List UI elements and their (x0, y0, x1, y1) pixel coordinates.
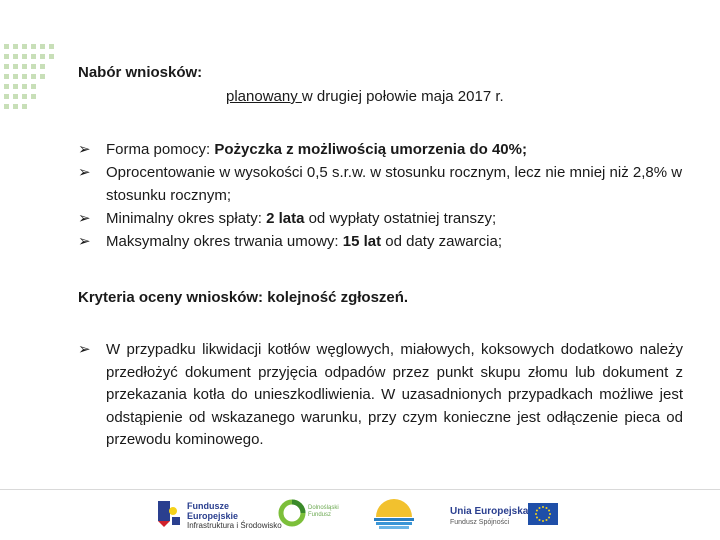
planned-underlined: planowany (226, 88, 302, 105)
decorative-dot (4, 94, 9, 99)
decorative-dot (22, 94, 27, 99)
decorative-dot (4, 74, 9, 79)
ue-text (450, 506, 528, 528)
fe-title-1: Fundusze (187, 501, 229, 511)
decorative-dot (31, 44, 36, 49)
arrow-bullet-icon: ➢ (78, 341, 91, 358)
decorative-dot (13, 44, 18, 49)
loan-terms-list (78, 138, 703, 253)
decorative-dot (22, 84, 27, 89)
decorative-dot (31, 84, 36, 89)
criteria-label: Kryteria oceny wniosków: (78, 289, 268, 306)
eu-star-icon (542, 520, 544, 522)
decorative-dot (22, 44, 27, 49)
criteria-value: kolejność zgłoszeń. (267, 289, 409, 306)
decorative-dot (40, 54, 45, 59)
planned-rest: w drugiej połowie maja 2017 r. (301, 88, 504, 105)
decorative-dot (4, 104, 9, 109)
eu-star-icon (546, 519, 548, 521)
decorative-dot (4, 44, 9, 49)
eu-star-icon (548, 517, 550, 519)
eu-star-icon (536, 510, 538, 512)
boiler-liquidation-note (78, 339, 683, 452)
decorative-dot (4, 64, 9, 69)
fe-subtitle: Infrastruktura i Środowisko (187, 521, 282, 530)
bullet-text: Forma pomocy: (106, 141, 215, 158)
ring-logo-text (308, 505, 339, 519)
footer-divider (0, 489, 720, 490)
decorative-dot (4, 54, 9, 59)
bullet-text-post: od daty zawarcia; (381, 233, 502, 250)
eu-flag-icon (528, 503, 558, 525)
ue-subtitle: Fundusz Spójności (450, 519, 510, 526)
decorative-dot (31, 94, 36, 99)
decorative-dot (31, 54, 36, 59)
list-item (78, 138, 703, 161)
list-item (78, 339, 683, 452)
eu-star-icon (548, 510, 550, 512)
list-item (78, 161, 703, 207)
eu-star-icon (539, 519, 541, 521)
heading-applications: Nabór wniosków: (78, 64, 203, 81)
arrow-bullet-icon: ➢ (78, 141, 91, 158)
decorative-dot (13, 84, 18, 89)
decorative-dot-grid (0, 40, 70, 120)
paragraph-text: W przypadku likwidacji kotłów węglowych, miałowych, koksowych dodatkowo należy przedłożyć dokument przyjęcia odpadów przez punkt skupu złomu lub dokument z przekazania kotła do unieszkodliwienia. W uzasadnionych przypadkach możliwe jest odstąpienie od wskazanego warunku, przy czym konieczne jest odłączenie pieca od przewodu kominowego. (106, 341, 683, 448)
decorative-dot (13, 104, 18, 109)
fundusze-europejskie-text (187, 501, 282, 531)
fe-title-2: Europejskie (187, 511, 239, 521)
list-item (78, 230, 703, 253)
wave-logo (370, 499, 418, 531)
arrow-bullet-icon: ➢ (78, 164, 91, 181)
criteria-line (78, 287, 408, 308)
ring-line-2: Fundusz (308, 512, 332, 518)
decorative-dot (13, 54, 18, 59)
fundusze-europejskie-logo (154, 499, 182, 529)
bullet-text: Minimalny okres spłaty: (106, 210, 267, 227)
planned-line (226, 86, 504, 107)
bullet-bold: 2 lata (266, 210, 305, 227)
decorative-dot (49, 44, 54, 49)
decorative-dot (22, 54, 27, 59)
arrow-bullet-icon: ➢ (78, 233, 91, 250)
eu-star-icon (539, 507, 541, 509)
ring-line-1: Dolnośląski (308, 505, 339, 511)
green-ring-logo (277, 498, 307, 528)
decorative-dot (13, 64, 18, 69)
decorative-dot (31, 64, 36, 69)
decorative-dot (40, 64, 45, 69)
eu-star-icon (542, 506, 544, 508)
bullet-text: Maksymalny okres trwania umowy: (106, 233, 343, 250)
decorative-dot (22, 64, 27, 69)
eu-star-icon (549, 513, 551, 515)
decorative-dot (49, 54, 54, 59)
arrow-bullet-icon: ➢ (78, 210, 91, 227)
decorative-dot (40, 74, 45, 79)
bullet-text: Oprocentowanie w wysokości 0,5 s.r.w. w stosunku rocznym, lecz nie mniej niż 2,8% w stosunku rocznym; (106, 164, 683, 204)
decorative-dot (13, 94, 18, 99)
decorative-dot (31, 74, 36, 79)
list-item (78, 207, 703, 230)
decorative-dot (13, 74, 18, 79)
decorative-dot (22, 104, 27, 109)
ue-title: Unia Europejska (450, 506, 529, 517)
eu-star-icon (536, 517, 538, 519)
eu-star-icon (546, 507, 548, 509)
eu-star-icon (535, 513, 537, 515)
bullet-bold: 15 lat (342, 233, 382, 250)
decorative-dot (22, 74, 27, 79)
decorative-dot (4, 84, 9, 89)
decorative-dot (40, 44, 45, 49)
bullet-bold: Pożyczka z możliwością umorzenia do 40%; (214, 141, 527, 158)
bullet-text-post: od wypłaty ostatniej transzy; (304, 210, 497, 227)
